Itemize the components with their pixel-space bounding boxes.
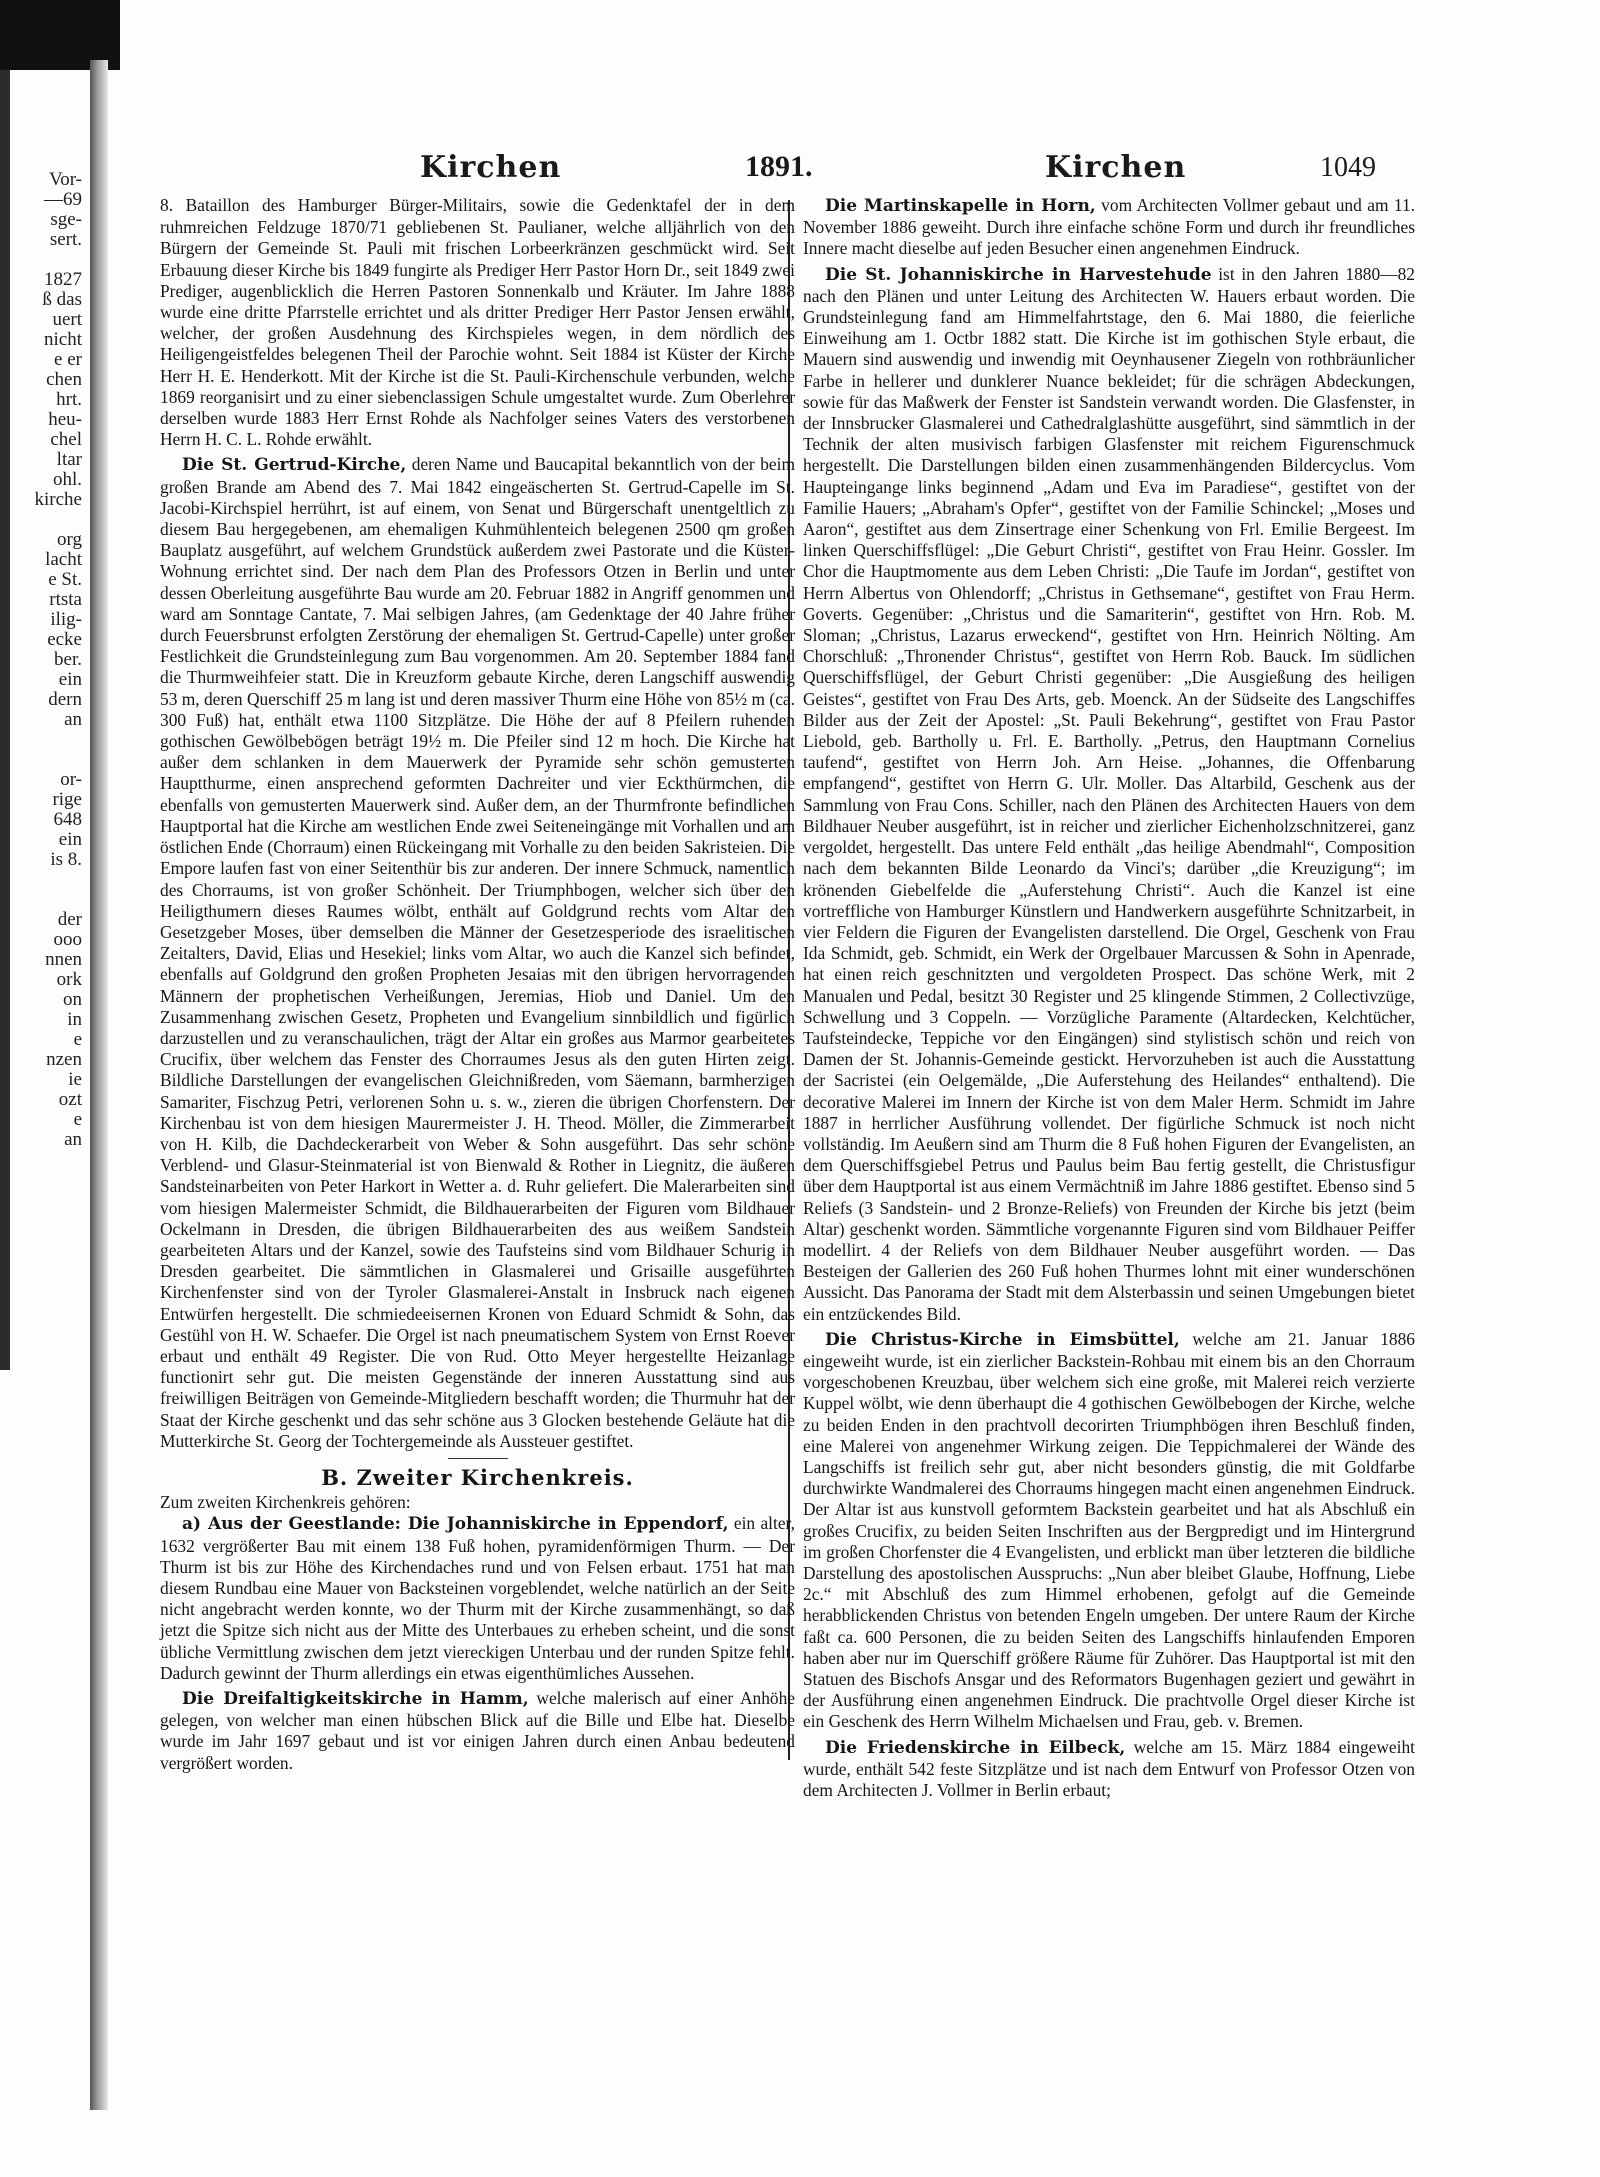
- paragraph-lead: Die Christus-Kirche in Eimsbüttel,: [825, 1329, 1180, 1350]
- paragraph-st-johanniskirche-harvestehude: [803, 264, 1415, 1325]
- paragraph-lead: Die St. Johanniskirche in Harvestehude: [825, 264, 1212, 285]
- previous-page-fragment: heu-: [48, 409, 82, 430]
- previous-page-fragment: ozt: [58, 1089, 82, 1110]
- previous-page-fragment: ilig-: [50, 609, 82, 630]
- header-left-title: Kirchen: [420, 150, 562, 185]
- previous-page-fragment: ork: [56, 969, 82, 990]
- paragraph-christus-kirche-eimsbuettel: [803, 1329, 1415, 1733]
- header-right-title: Kirchen: [1045, 150, 1187, 185]
- previous-page-fragment: ber.: [54, 649, 82, 670]
- previous-page-fragment: [10, 510, 82, 530]
- previous-page-fragment: nzen: [46, 1049, 82, 1070]
- previous-page-fragment: ooo: [53, 929, 82, 950]
- section-heading: B. Zweiter Kirchenkreis.: [321, 1464, 634, 1490]
- previous-page-fragment: an: [64, 1129, 82, 1150]
- previous-page-fragment: [10, 750, 82, 770]
- previous-page-fragment: ein: [58, 669, 82, 690]
- previous-page-fragment: [10, 870, 82, 890]
- previous-page-fragment: sge-: [50, 209, 82, 230]
- paragraph-text: ist in den Jahren 1880—82 nach den Plänen und unter Leitung des Architecten W. Hauers erbaut worden. Die Grundsteinlegung fand am Himmelfahrtstage, den 6. Mai 1880, die feierliche Einweihung am 1. Octbr 1882 statt. Die Kirche ist im gothischen Style erbaut, die Mauern sind auswendig und inwendig mit Oeynhausener Ziegeln von rothbräunlicher Farbe in hellerer und dunklerer Nuance bekleidet; für die schrägen Abdeckungen, sowie für das Maßwerk der Fenster ist Sandstein verwandt worden. Die Glasfenster, in der Innsbrucker Glasmalerei und Cathedralglashütte ausgeführt, sind sämmtlich in der Technik der alten musivisch farbigen Glasfenster mit reichem Figurenschmuck hergestellt. Die Darstellungen bilden einen zusammenhängenden Bildercyclus. Vom Haupteingange links beginnend „Adam und Eva im Paradiese“, gestiftet von der Familie Hauers; „Abraham's Opfer“, gestiftet von der Familie Schinckel; „Moses und Aaron“, gestiftet aus dem Zinsertrage einer Schenkung von Frl. Emilie Bergeest. Im linken Querschiffsflügel: „Die Geburt Christi“, gestiftet von Frau Heinr. Gossler. Im Chor die Hauptmomente aus dem Leben Christi: „Die Taufe im Jordan“, gestiftet von Herrn Albertus von Ohlendorff; „Christus in Gethsemane“, gestiftet von Frau Herm. Goverts. Gegenüber: „Christus und die Samariterin“, gestiftet von Hrn. Rob. M. Sloman; „Christus, Lazarus erweckend“, gestiftet von Hrn. Heinrich Nölting. Am Chorschluß: „Thronender Christus“, gestiftet von Herrn Rob. Bauck. Im südlichen Querschiffsflügel, der Geburt Christi gegenüber: „Die Ausgießung des heiligen Geistes“, gestiftet von Frau Des Arts, geb. Moenck. An der Südseite des Langschiffes Bilder aus der Zeit der Apostel: „St. Pauli Bekehrung“, gestiftet von Frau Pastor Liebold, geb. Bartholly u. Frl. E. Bartholly. „Petrus, den Hauptmann Cornelius taufend“, gestiftet von Herrn Joh. Arn Heise. „Johannes, die Offenbarung empfangend“, gestiftet von Herrn G. Ulr. Moller. Das Altarbild, Geschenk aus der Sammlung von Frau Cons. Schiller, nach den Plänen des Architecten Hauers von dem Bildhauer Neuber ausgeführt, ist in reicher und zierlicher Eichenholzschnitzerei, ganz vergoldet, hergestellt. Das untere Feld enthält „das heilige Abendmahl“, Composition nach dem bekannten Bilde Leonardo da Vinci's; darüber „die Kreuzigung“; im krönenden Giebelfelde die „Auferstehung Christi“. Auch die Kanzel ist eine vortreffliche von Hamburger Künstlern und Handwerkern ausgeführte Schnitzarbeit, in vier Feldern die Figuren der Evangelisten darstellend. Die Orgel, Geschenk von Frau Ida Schmidt, geb. Schmidt, ein Werk der Orgelbauer Marcussen & Sohn in Apenrade, hat einen reich geschnitzten und vergoldeten Prospect. Das schöne Werk, mit 2 Manualen und Pedal, besitzt 30 Register und 25 klingende Stimmen, 2 Collectivzüge, Schwellung und 3 Coppeln. — Vorzügliche Paramente (Altardecken, Kelchtücher, Taufsteindecke, Teppiche vor den Eingängen) sind stylistisch schön und reich von Damen der St. Johannis-Gemeinde gestickt. Hervorzuheben ist auch die Ausstattung der Sacristei (ein Oelgemälde, „Die Auferstehung des Heilandes“ enthaltend). Die decorative Malerei im Innern der Kirche ist von dem Maler Herm. Schmidt im Jahre 1887 in herrlicher Ausführung vollendet. Der figürliche Schmuck ist noch nicht vollständig. Im Aeußern sind am Thurm die 8 Fuß hohen Figuren der Evangelisten, an dem Querschiffsgiebel Petrus und Paulus beim Bau fertig gestellt, die Christusfigur über dem Hauptportal ist aus einem Vermächtniß im Jahre 1886 gestiftet. Ebenso sind 5 Reliefs (3 Sandstein- und 2 Bronze-Reliefs) von Freunden der Kirche bis jetzt (beim Altar) geschenkt worden. Sämmtliche vorgenannte Figuren sind vom Bildhauer Peiffer modellirt. 4 der Reliefs von dem Bildhauer Neuber ausgeführt worden. — Das Besteigen der Gallerien des 260 Fuß hohen Thurmes lohnt mit einer wunderschönen Aussicht. Das Panorama der Stadt mit dem Alsterbassin und seinen Umgebungen bietet ein entzückendes Bild.: [803, 263, 1415, 1324]
- page-number: 1049: [1320, 152, 1376, 183]
- paragraph-friedenskirche-eilbeck: [803, 1737, 1415, 1802]
- page-header: [150, 150, 1450, 200]
- paragraph-lead: Die Dreifaltigkeitskirche in Hamm,: [182, 1689, 529, 1710]
- previous-page-fragment: 648: [53, 809, 82, 830]
- right-column: [803, 195, 1415, 2155]
- previous-page-fragment: lacht: [45, 549, 82, 570]
- previous-page-fragments: [10, 169, 82, 1150]
- previous-page-fragment: ß das: [42, 289, 82, 310]
- previous-page-fragment: on: [63, 989, 82, 1010]
- paragraph-text: ein alter, 1632 vergrößerter Bau mit einem 138 Fuß hohen, pyramidenförmigen Thurm. — Der Thurm ist bis zur Höhe des Kirchendaches rund und von Felsen erbaut. 1751 hat man diesem Rundbau eine Mauer von Backsteinen vorgeblendet, welche natürlich an der Seite nicht angebracht werden konnte, wo der Thurm mit der Kirche zusammenhängt, so daß jetzt die Spitze sich nicht aus der Mitte des Unterbaues zu erheben scheint, und die sonst übliche Vermittlung zwischen dem jetzt viereckigen Unterbau und der runden Spitze fehlt. Dadurch gewinnt der Thurm allerdings ein etwas eigenthümliches Aussehen.: [160, 1513, 795, 1683]
- book-edge-strip: [0, 70, 10, 1370]
- section-intro: Zum zweiten Kirchenkreis gehören:: [160, 1492, 411, 1513]
- previous-page-fragment: is 8.: [50, 849, 82, 870]
- previous-page-fragment: e St.: [48, 569, 82, 590]
- previous-page-fragment: [10, 250, 82, 270]
- previous-page-fragment: der: [57, 909, 82, 930]
- previous-page-fragment: [10, 730, 82, 750]
- previous-page-fragment: chen: [46, 369, 82, 390]
- paragraph-text: 8. Bataillon des Hamburger Bürger-Militairs, sowie die Gedenktafel der in dem ruhmreichen Feldzuge 1870/71 gebliebenen St. Paulianer, welche alljährlich von den Bürgern der Gemeinde St. Pauli mit frischen Lorbeerkränzen geschmückt wird. Seit Erbauung dieser Kirche bis 1849 fungirte als Prediger Herr Pastor Horn Dr., seit 1849 zwei Prediger, augenblicklich die Herren Pastoren Sonnenkalb und Kräuter. Im Jahre 1888 wurde eine dritte Pfarrstelle errichtet und als dritter Prediger Herr Pastor Jensen erwählt, welcher, der großen Ausdehnung des Kirchspieles wegen, in dem nördlich des Heiligengeistfeldes belegenen Theil der Parochie wohnt. Seit 1884 ist Küster der Kirche Herr H. E. Henderkott. Mit der Kirche ist die St. Pauli-Kirchenschule verbunden, welche 1869 reorganisirt und zu einer siebenclassigen Schule umgestaltet wurde. Zum Oberlehrer derselben wurde 1883 Herr Ernst Rohde als Nachfolger seines Vaters des verstorbenen Herrn H. C. L. Rohde erwählt.: [160, 195, 795, 450]
- previous-page-fragment: e: [73, 1109, 82, 1130]
- previous-page-fragment: ie: [68, 1069, 82, 1090]
- paragraph-martinskapelle: [803, 195, 1415, 260]
- paragraph-dreifaltigkeitskirche: [160, 1688, 795, 1774]
- previous-page-fragment: ohl.: [52, 469, 82, 490]
- previous-page-fragment: or-: [60, 769, 82, 790]
- paragraph-lead: Die Martinskapelle in Horn,: [825, 196, 1096, 216]
- previous-page-fragment: chel: [50, 429, 82, 450]
- paragraph-johanniskirche-eppendorf: [160, 1513, 795, 1684]
- previous-page-fragment: ecke: [47, 629, 82, 650]
- paragraph-text: welche malerisch auf einer Anhöhe gelegen, von welcher man einen hübschen Blick auf die Bille und Elbe hat. Dieselbe wurde im Jahr 1697 gebaut und ist vor einigen Jahren durch einen Anbau bedeutend vergrößert worden.: [160, 1688, 795, 1773]
- previous-page-fragment: dern: [48, 689, 82, 710]
- paragraph-lead: Die Friedenskirche in Eilbeck,: [825, 1737, 1126, 1758]
- previous-page-fragment: 1827: [44, 269, 82, 290]
- header-year: 1891.: [745, 150, 813, 183]
- previous-page-fragment: Vor-: [48, 169, 82, 190]
- previous-page-fragment: —69: [44, 189, 82, 210]
- previous-page-fragment: org: [57, 529, 82, 550]
- paragraph-lead: a) Aus der Geestlande: Die Johanniskirche in Eppendorf,: [182, 1514, 729, 1535]
- previous-page-fragment: sert.: [49, 229, 82, 250]
- section-rule: [448, 1458, 508, 1459]
- previous-page-fragment: [10, 890, 82, 910]
- paragraph-text: deren Name und Baucapital bekanntlich von der beim großen Brande am Abend des 7. Mai 1842 eingeäscherten St. Gertrud-Capelle im St. Jacobi-Kirchspiel herrührt, ist auf einem, von Senat und Bürgerschaft unentgeltlich zu diesem Bau hergegebenen, am ehemaligen Kuhmühlenteich belegenen 2500 qm großen Bauplatz ausgeführt, auf welchem Grundstück außerdem zwei Pastorate und die Küster-Wohnung errichtet sind. Der nach dem Plan des Professors Otzen in Berlin und unter dessen Oberleitung ausgeführte Bau wurde am 20. Februar 1882 in Angriff genommen und ward am Sonntage Cantate, 7. Mai selbigen Jahres, (am Gedenktage der 40 Jahre früher durch Feuersbrunst erfolgten Zerstörung der ehemaligen St. Gertrud-Capelle) unter großer Festlichkeit die Grundsteinlegung zum Bau vorgenommen. Am 20. September 1884 fand die Thurmweihfeier statt. Die in Kreuzform gebaute Kirche, deren Langschiff auswendig 53 m, deren Querschiff 25 m lang ist und deren massiver Thurm eine Höhe von 85½ m (ca. 300 Fuß) hat, enthält etwa 1100 Sitzplätze. Die Höhe der auf 8 Pfeilern ruhenden gothischen Gewölbebögen beträgt 19½ m. Die Pfeiler sind 12 m hoch. Die Kirche hat außer dem schlanken in dem Mauerwerk der Pyramide sehr schön gemusterten Hauptthurme, einen ansprechend geformten Dachreiter und vier Eckthürmchen, die ebenfalls von gemusterten Mauerwerk sind. Außer dem, an der Thurmfronte befindlichen Hauptportal hat die Kirche am westlichen Ende zwei Seiteneingänge mit Vorhallen und am östlichen Ende (Chorraum) einen Rückeingang mit Vorhalle zu den beiden Sakristeien. Die Empore laufen fast von einer Seitenthür bis zur anderen. Der innere Schmuck, namentlich des Chorraums, ist von großer Schönheit. Der Triumphbogen, welcher sich über den Heiligthumern dieses Raumes wölbt, enthält auf Goldgrund rechts vom Altar den Gesetzgeber Moses, über demselben die Männer der Gesetzesperiode des israelitischen Zeitalters, David, Elias und Hesekiel; links vom Altar, wo auch die Kanzel sich befindet, ebenfalls auf Goldgrund den großen Propheten Jesaias mit den übrigen hervorragenden Männern der prophetischen Verheißungen, Jeremias, Hiob und Daniel. Um den Zusammenhang zwischen Gesetz, Propheten und Evangelium sinnbildlich und figürlich darzustellen und zu veranschaulichen, trägt der Altar ein großes aus Marmor gearbeitetes Crucifix, über welchem das Fenster des Chorraumes Jesus als den guten Hirten zeigt. Bildliche Darstellungen der evangelischen Gleichnißreden, vom Säemann, barmherzigen Samariter, Fischzug Petri, verlorenen Sohn u. s. w., zieren die übrigen Chorfenstern. Der Kirchenbau ist von dem hiesigen Maurermeister J. H. Theod. Möller, die Zimmerarbeit von H. Kilb, die Dachdeckerarbeit von Weber & Sohn ausgeführt. Das sehr schöne Verblend- und Glasur-Steinmaterial ist von Bienwald & Rother in Liegnitz, die äußeren Sandsteinarbeiten von Peter Harkort in Wetter a. d. Ruhr geliefert. Die Malerarbeiten sind vom hiesigen Malermeister Schmidt, die Bildhauerarbeiten der Figuren vom Bildhauer Ockelmann in Dresden, die übrigen Bildhauerarbeiten des aus weißem Sandstein gearbeiteten Altars und der Kanzel, sowie des Taufsteins sind vom Bildhauer Schurig in Dresden gearbeitet. Die sämmtlichen in Glasmalerei und Grisaille ausgeführten Kirchenfenster sind von der Tyroler Glasmalerei-Anstalt in Insbruck nach eigenen Entwürfen hergestellt. Die schmiedeeisernen Kronen von Eduard Schmidt & Sohn, das Gestühl von H. W. Schaefer. Die Orgel ist nach pneumatischem System von Ernst Roever erbaut und enthält 49 Register. Die von Rud. Otto Meyer hergestellte Heizanlage functionirt sehr gut. Die meisten Gegenstände der inneren Ausstattung sind aus freiwilligen Beiträgen von Gemeinde-Mitgliedern beschafft worden; die Thurmuhr hat der Staat der Kirche geschenkt und das sehr schöne aus 3 Glocken bestehende Geläute hat die Mutterkirche St. Georg der Tochtergemeinde als Aussteuer gestiftet.: [160, 454, 795, 1451]
- previous-page-fragment: ltar: [56, 449, 82, 470]
- previous-page-fragment: in: [67, 1009, 82, 1030]
- paragraph-text: vom Architecten Vollmer gebaut und am 11. November 1886 geweiht. Durch ihre einfache schöne Form und durch ihr freundliches Innere macht dieselbe auf jeden Besucher einen angenehmen Eindruck.: [803, 195, 1415, 259]
- previous-page-fragment: e: [73, 1029, 82, 1050]
- previous-page-fragment: uert: [52, 309, 82, 330]
- paragraph-text: welche am 15. März 1884 eingeweiht wurde, enthält 542 feste Sitzplätze und ist nach dem Entwurf von Professor Otzen von dem Architecten J. Vollmer in Berlin erbaut;: [803, 1736, 1416, 1801]
- paragraph-lead: Die St. Gertrud-Kirche,: [182, 455, 407, 476]
- previous-page-fragment: rige: [52, 789, 82, 810]
- previous-page-fragment: nicht: [44, 329, 82, 350]
- previous-page-fragment: e er: [54, 349, 82, 370]
- paragraph-st-pauli-end: [160, 195, 795, 450]
- previous-page-fragment: rtsta: [49, 589, 82, 610]
- gutter-shadow: [90, 60, 108, 2110]
- paragraph-text: welche am 21. Januar 1886 eingeweiht wurde, ist ein zierlicher Backstein-Rohbau mit einem bis an den Chorraum vorgeschobenen Kreuzbau, über welchem sich eine große, mit Malerei reich verzierte Kuppel wölbt, wie denn überhaupt die 4 gothischen Gewölbebogen der Kirche, welche zu beiden Enden in den prachtvoll decorirten Triumphbögen ihren Beschluß finden, eine Malerei von angenehmer Wirkung zeigen. Die Teppichmalerei der Wände des Langschiffs ist freilich sehr gut, aber nicht besonders günstig, die mit Goldfarbe durchwirkte Wandmalerei des Chorraums hingegen macht einen angenehmen Eindruck. Der Altar ist aus kunstvoll geformtem Backstein gearbeitet und hat als Abschluß ein großes Crucifix, zu beiden Seiten Inschriften aus der Bergpredigt und im Hintergrund im großen Chorfenster die 4 Evangelisten, und erblickt man über letzteren die bildliche Darstellung des apostolischen Ausspruchs: „Nun aber bleibet Glaube, Hoffnung, Liebe 2c.“ mit Abschluß des zum Himmel erhobenen, gefolgt auf die Gemeinde herabblickenden Christus von betenden Engeln umgeben. Der untere Raum der Kirche faßt ca. 600 Personen, die zu beiden Seiten des Langschiffs hinlaufenden Emporen haben aber nur im Querschiff größere Räume für Zuhörer. Das Hauptportal ist mit den Statuen des Bischofs Ansgar und des Reformators Bugenhagen geziert und gewährt in der Ausführung einen angenehmen Eindruck. Die prachtvolle Orgel dieser Kirche ist ein Geschenk des Herrn Wilhelm Michaelsen und Frau, geb. v. Bremen.: [803, 1328, 1415, 1732]
- previous-page-fragment: hrt.: [56, 389, 82, 410]
- previous-page-fragment: kirche: [34, 489, 82, 510]
- previous-page-fragment: nnen: [45, 949, 82, 970]
- previous-page-fragment: ein: [58, 829, 82, 850]
- paragraph-st-gertrud: [160, 454, 795, 1452]
- left-column: [160, 195, 795, 2155]
- previous-page-fragment: an: [64, 709, 82, 730]
